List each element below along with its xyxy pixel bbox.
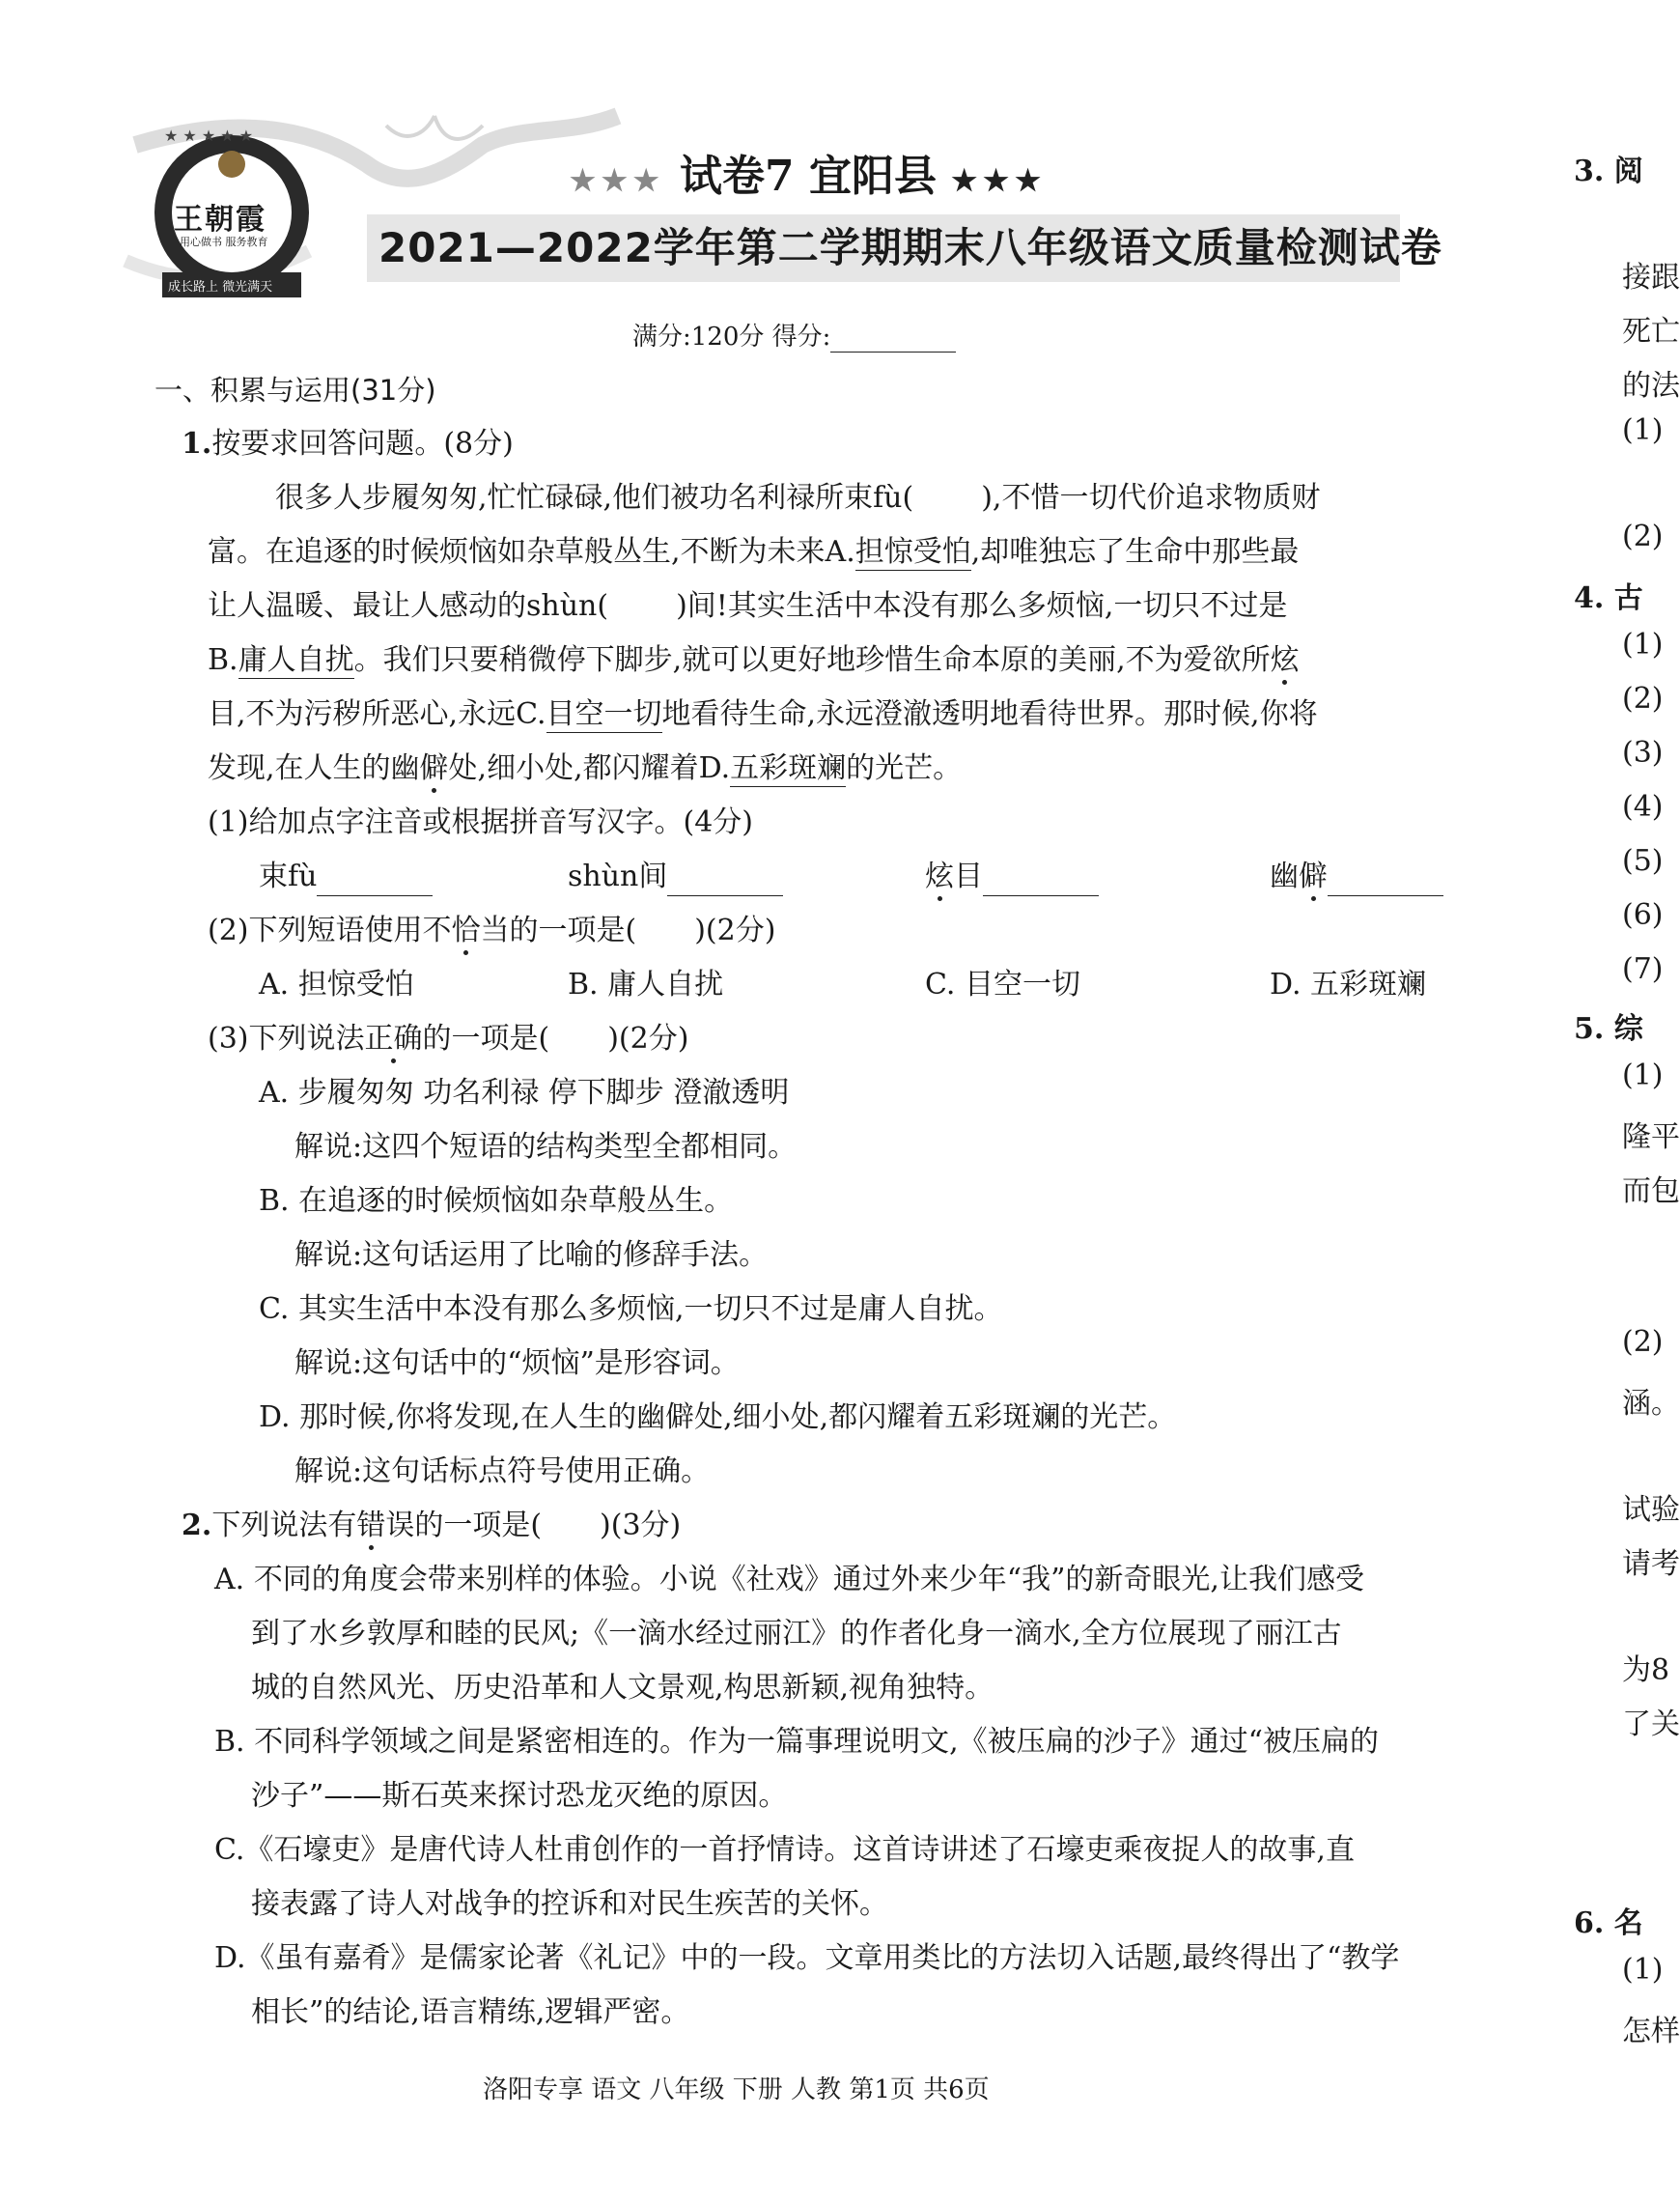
option-b-line-1: B. 不同科学领域之间是紧密相连的。作为一篇事理说明文,《被压扁的沙子》通过“被压扁的 [214, 1725, 1379, 1759]
page-footer: 洛阳专享 语文 八年级 下册 人教 第1页 共6页 [483, 2075, 990, 2104]
passage-line-6: 发现,在人生的幽僻处,细小处,都闪耀着D.五彩斑斓的光芒。 [208, 751, 963, 785]
right-col-item: 试验 [1622, 1493, 1680, 1527]
option-3a: A. 步履匆匆 功名利禄 停下脚步 澄澈透明 [259, 1076, 790, 1110]
explanation-3b: 解说:这句话运用了比喻的修辞手法。 [294, 1238, 769, 1272]
right-col-item: 了关 [1622, 1707, 1680, 1741]
logo-tagline: 用心做书 服务教育 [180, 236, 268, 248]
right-col-item: (2) [1622, 520, 1664, 553]
right-col-item: 请考 [1622, 1547, 1680, 1581]
right-col-item: 3. 阅 [1574, 155, 1643, 188]
right-col-item: (6) [1622, 898, 1664, 932]
option-3d: D. 那时候,你将发现,在人生的幽僻处,细小处,都闪耀着五彩斑斓的光芒。 [259, 1400, 1177, 1434]
score-label: 满分:120分 得分: [632, 323, 831, 352]
right-col-item: (7) [1622, 952, 1664, 986]
right-col-item: 死亡 [1622, 315, 1680, 349]
option-d-line-1: D.《虽有嘉肴》是儒家论著《礼记》中的一段。文章用类比的方法切入话题,最终得出了“教学 [214, 1941, 1400, 1975]
answer-line[interactable] [317, 866, 433, 896]
right-col-item: 6. 名 [1574, 1906, 1643, 1940]
explanation-3c: 解说:这句话中的“烦恼”是形容词。 [294, 1346, 740, 1380]
svg-text:★ ★ ★ ★ ★: ★ ★ ★ ★ ★ [164, 127, 254, 145]
option-3b: B. 在追逐的时候烦恼如杂草般丛生。 [259, 1184, 734, 1218]
option-a-line-1: A. 不同的角度会带来别样的体验。小说《社戏》通过外来少年“我”的新奇眼光,让我们感受 [214, 1563, 1364, 1596]
explanation-3a: 解说:这四个短语的结构类型全都相同。 [294, 1130, 798, 1164]
logo-slogan: 成长路上 微光满天 [168, 280, 273, 295]
right-col-item: 隆平 [1622, 1120, 1680, 1154]
blank-item-4: 幽僻 [1270, 858, 1443, 896]
option-a-line-2: 到了水乡敦厚和睦的民风;《一滴水经过丽江》的作者化身一滴水,全方位展现了丽江古 [251, 1617, 1342, 1651]
right-col-item: 5. 综 [1574, 1012, 1643, 1046]
question-1-stem: 1.按要求回答问题。(8分) [182, 427, 514, 461]
right-col-item: 的法 [1622, 369, 1680, 403]
passage-line-5: 目,不为污秽所恶心,永远C.目空一切地看待生命,永远澄澈透明地看待世界。那时候,你将 [208, 697, 1318, 731]
paper-title [570, 141, 1047, 203]
question-number: 1. [182, 427, 212, 461]
option-2b: B. 庸人自扰 [568, 968, 724, 1002]
right-col-item: (2) [1622, 1325, 1664, 1359]
option-a-line-3: 城的自然风光、历史沿革和人文景观,构思新颖,视角独特。 [251, 1671, 994, 1705]
right-col-item: 涵。 [1622, 1387, 1680, 1421]
option-c-line-2: 接表露了诗人对战争的控诉和对民生疾苦的关怀。 [251, 1887, 888, 1921]
option-2c: C. 目空一切 [925, 968, 1080, 1002]
option-b-line-2: 沙子”——斯石英来探讨恐龙灭绝的原因。 [251, 1779, 788, 1813]
right-col-item: 接跟 [1622, 261, 1680, 295]
exam-subtitle: 2021—2022学年第二学期期末八年级语文质量检测试卷 [378, 224, 1442, 271]
section-title: 一、积累与运用(31分) [154, 374, 436, 407]
blank-item-1: 束fù [259, 858, 433, 896]
passage-line-1: 很多人步履匆匆,忙忙碌碌,他们被功名利禄所束fù( ),不惜一切代价追求物质财 [275, 481, 1321, 515]
right-col-item: (5) [1622, 844, 1664, 878]
right-col-item: (2) [1622, 682, 1664, 716]
subquestion-3: (3)下列说法正确的一项是( )(2分) [208, 1022, 689, 1056]
option-2d: D. 五彩斑斓 [1270, 968, 1427, 1002]
right-col-item: (1) [1622, 1953, 1664, 1987]
passage-line-4: B.庸人自扰。我们只要稍微停下脚步,就可以更好地珍惜生命本原的美丽,不为爱欲所炫 [208, 643, 1300, 677]
right-col-item: 怎样 [1622, 2015, 1680, 2048]
right-col-item: 为8 [1622, 1653, 1670, 1687]
score-blank[interactable] [830, 326, 956, 353]
paper-title-text: 试卷7 宜阳县 [680, 152, 937, 201]
stars-left-icon: ★★★ [570, 164, 665, 198]
answer-line[interactable] [983, 866, 1099, 896]
answer-line[interactable] [1328, 866, 1443, 896]
right-col-item: (4) [1622, 790, 1664, 824]
right-col-item: 4. 古 [1574, 581, 1643, 615]
stars-right-icon: ★★★ [951, 164, 1047, 198]
right-col-item: 而包 [1622, 1174, 1680, 1208]
blank-item-2: shùn间 [568, 858, 783, 896]
explanation-3d: 解说:这句话标点符号使用正确。 [294, 1454, 711, 1488]
right-col-item: (3) [1622, 736, 1664, 770]
subquestion-2: (2)下列短语使用不恰当的一项是( )(2分) [208, 914, 776, 947]
right-col-item: (1) [1622, 628, 1664, 662]
passage-line-3: 让人温暖、最让人感动的shùn( )间!其实生活中本没有那么多烦恼,一切只不过是 [208, 589, 1288, 623]
option-2a: A. 担惊受怕 [259, 968, 414, 1002]
option-3c: C. 其实生活中本没有那么多烦恼,一切只不过是庸人自扰。 [259, 1292, 1003, 1326]
option-d-line-2: 相长”的结论,语言精练,逻辑严密。 [251, 1995, 690, 2029]
right-col-item: (1) [1622, 1058, 1664, 1092]
score-line [632, 317, 956, 353]
question-number: 2. [182, 1509, 212, 1542]
answer-line[interactable] [667, 866, 783, 896]
blank-item-3: 炫目 [925, 858, 1099, 896]
subquestion-1: (1)给加点字注音或根据拼音写汉字。(4分) [208, 805, 753, 839]
passage-line-2: 富。在追逐的时候烦恼如杂草般丛生,不断为未来A.担惊受怕,却唯独忘了生命中那些最 [208, 535, 1300, 569]
question-2-stem: 2.下列说法有错误的一项是( )(3分) [182, 1509, 682, 1542]
logo-name: 王朝霞 [174, 203, 266, 237]
option-c-line-1: C.《石壕吏》是唐代诗人杜甫创作的一首抒情诗。这首诗讲述了石壕吏乘夜捉人的故事,直 [214, 1833, 1355, 1867]
right-col-item: (1) [1622, 413, 1664, 447]
